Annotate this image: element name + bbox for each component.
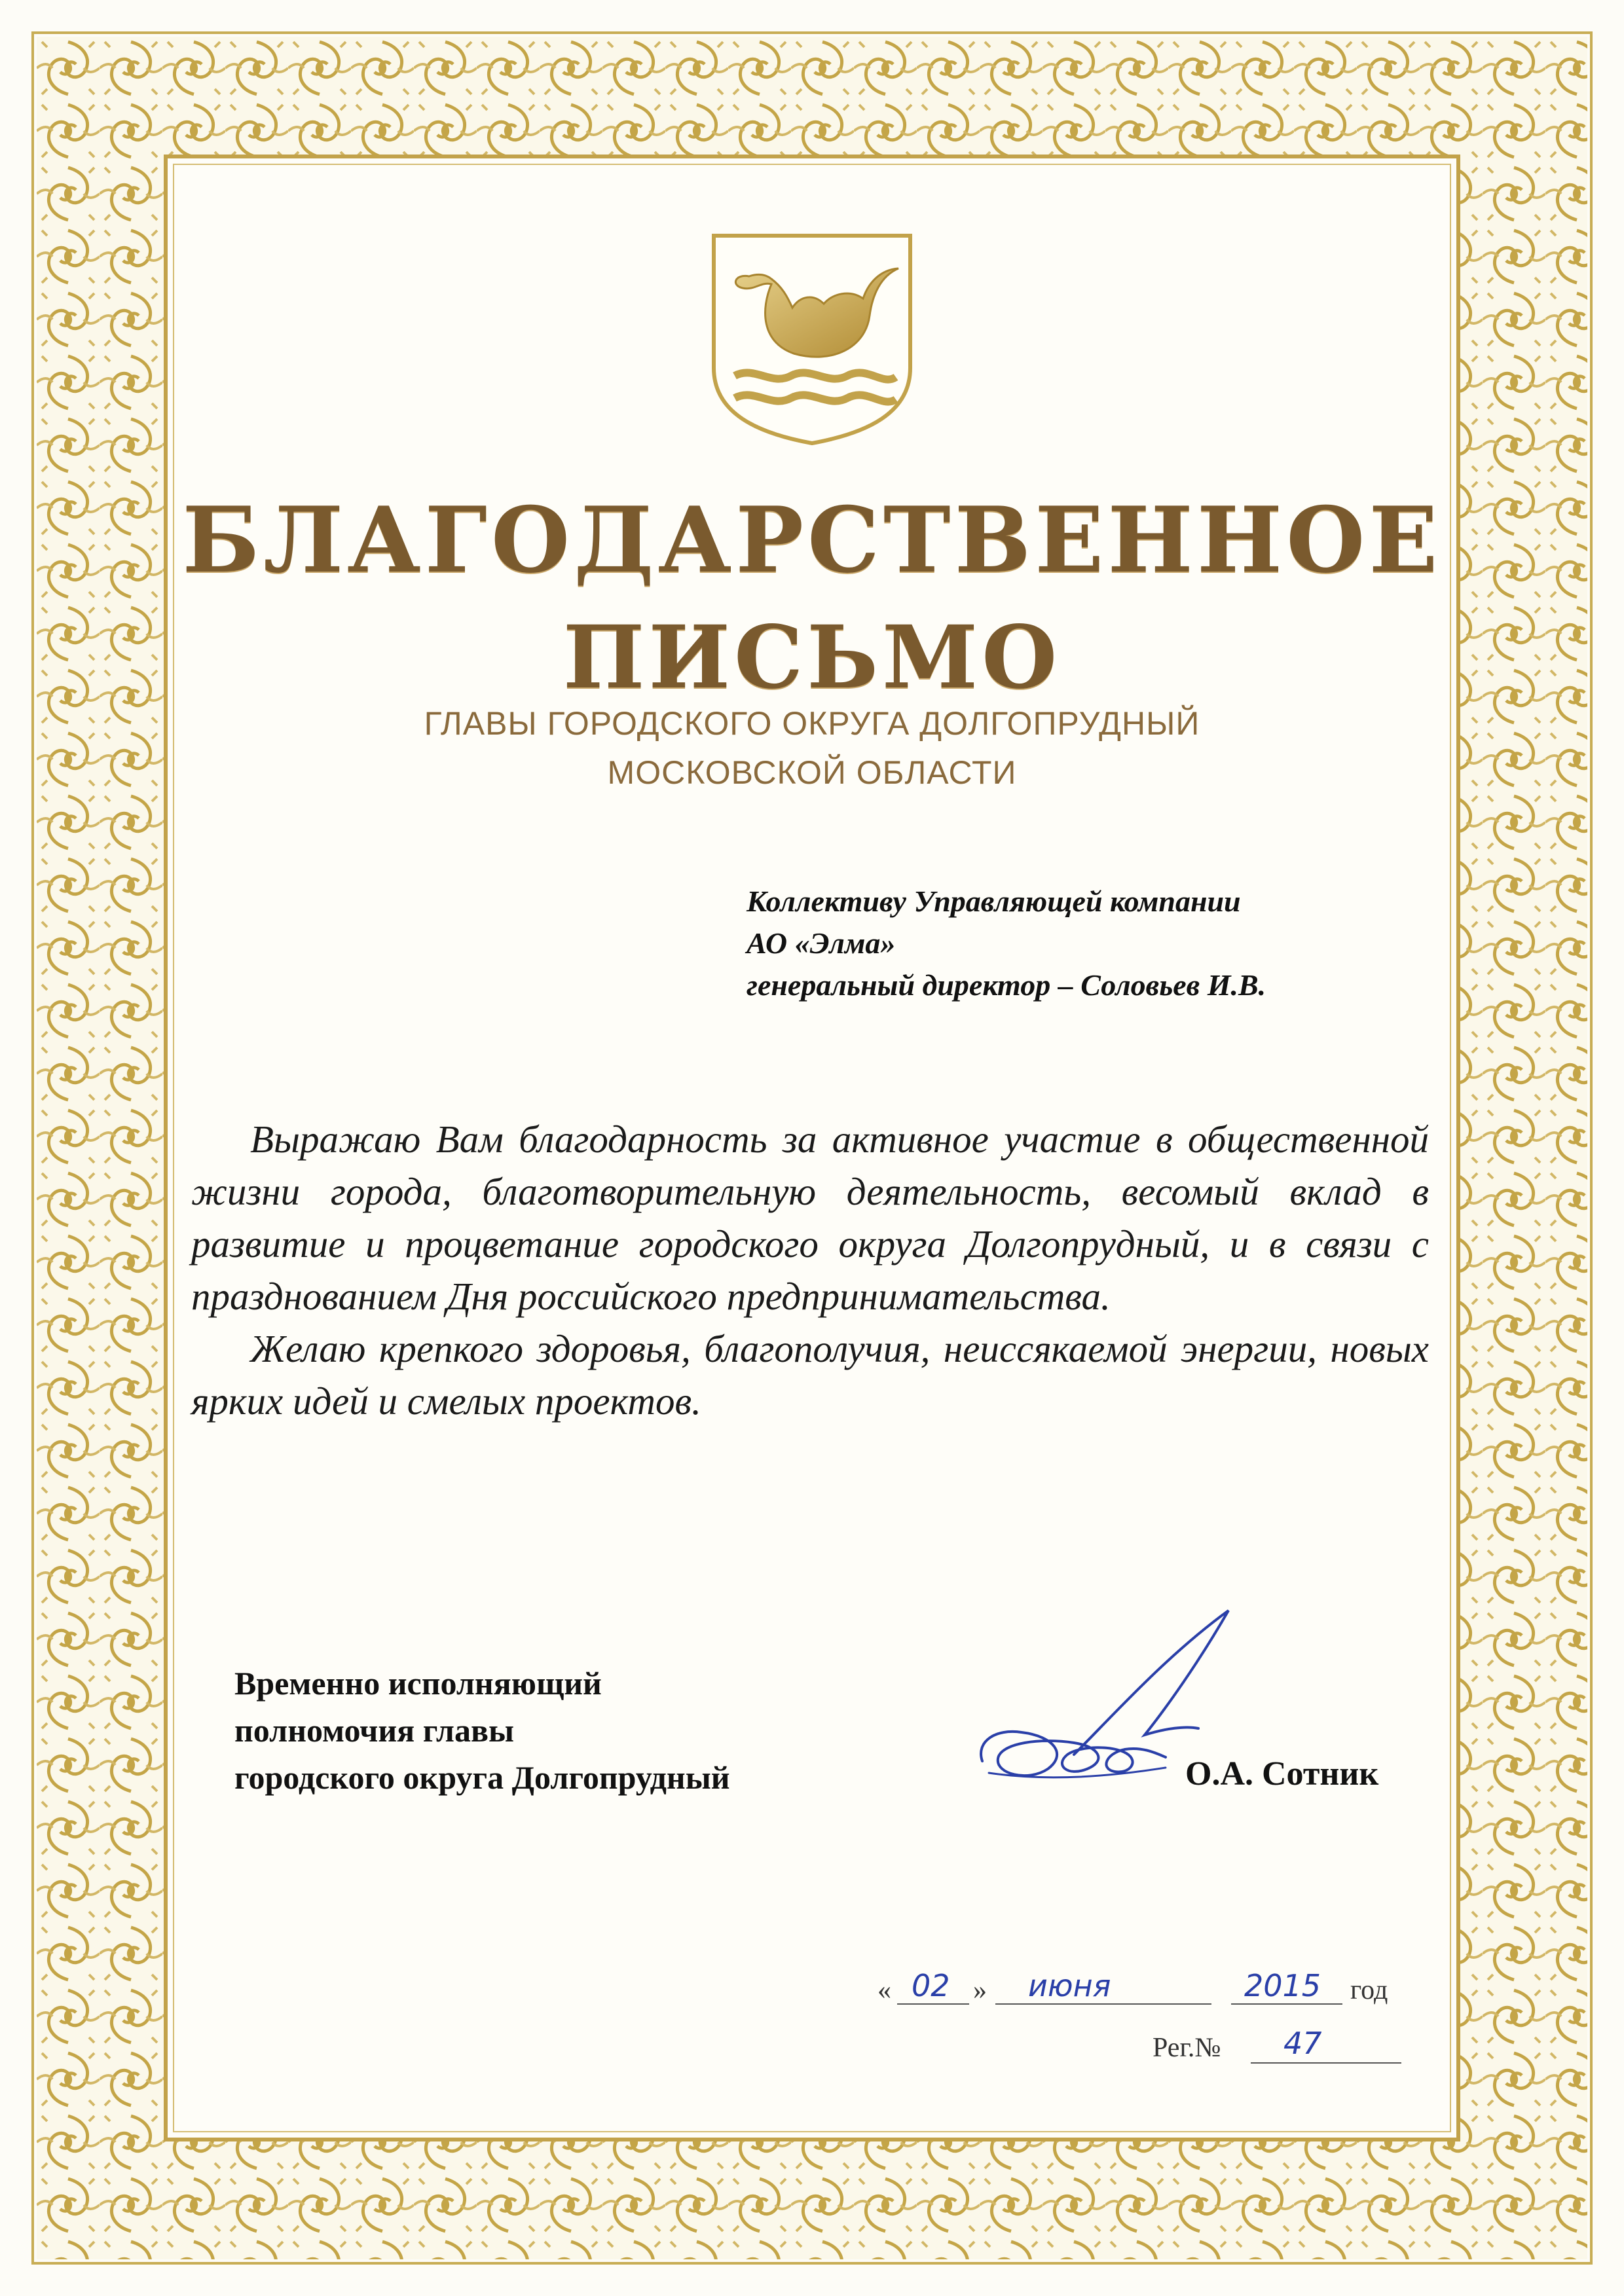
date-year-blank xyxy=(1231,2003,1342,2005)
registration-number: 47 xyxy=(1283,2026,1322,2061)
letter-body xyxy=(191,1113,1429,1427)
addressee-line-2: АО «Элма» xyxy=(747,926,896,960)
signer-line-2: полномочия главы xyxy=(234,1712,514,1749)
document-title-line-1: БЛАГОДАРСТВЕННОЕ xyxy=(182,486,1442,593)
registration-number-blank xyxy=(1251,2062,1401,2064)
date-open-quote: « xyxy=(877,1975,891,2005)
addressee-line-1: Коллективу Управляющей компании xyxy=(747,884,1241,918)
signer-line-3: городского округа Долгопрудный xyxy=(234,1759,730,1796)
date-year-suffix: год xyxy=(1350,1975,1388,2005)
registration-line xyxy=(1153,2023,1414,2069)
signer-title-block xyxy=(234,1660,955,1801)
date-month: июня xyxy=(1028,1968,1111,2003)
addressee-block xyxy=(747,881,1401,1006)
issuer-line-2: МОСКОВСКОЙ ОБЛАСТИ xyxy=(607,754,1017,791)
signer-line-1: Временно исполняющий xyxy=(234,1665,602,1702)
signer-name: О.А. Сотник xyxy=(1185,1755,1379,1793)
city-coat-of-arms-swan-icon xyxy=(709,230,915,446)
date-day-blank xyxy=(897,2003,969,2005)
document-title-line-2: ПИСЬМО xyxy=(563,607,1061,708)
date-year: 2015 xyxy=(1244,1968,1321,2003)
date-line xyxy=(877,1968,1388,2010)
date-close-quote: » xyxy=(973,1975,987,2005)
body-paragraph-2: Желаю крепкого здоровья, благополучия, неиссякаемой энергии, новых ярких идей и смелых проектов. xyxy=(191,1327,1429,1423)
addressee-line-3: генеральный директор – Соловьев И.В. xyxy=(747,968,1266,1002)
body-paragraph-1: Выражаю Вам благодарность за активное участие в общественной жизни города, благотворительную деятельность, весомый вклад в развитие и процветание городского округа Долгопрудный, и в связи с празднованием Дня российского предпринимательства. xyxy=(191,1118,1429,1318)
issuer-line-1: ГЛАВЫ ГОРОДСКОГО ОКРУГА ДОЛГОПРУДНЫЙ xyxy=(424,705,1200,742)
date-day: 02 xyxy=(912,1968,950,2003)
date-month-blank xyxy=(995,2003,1211,2005)
registration-label: Рег.№ xyxy=(1153,2033,1221,2063)
